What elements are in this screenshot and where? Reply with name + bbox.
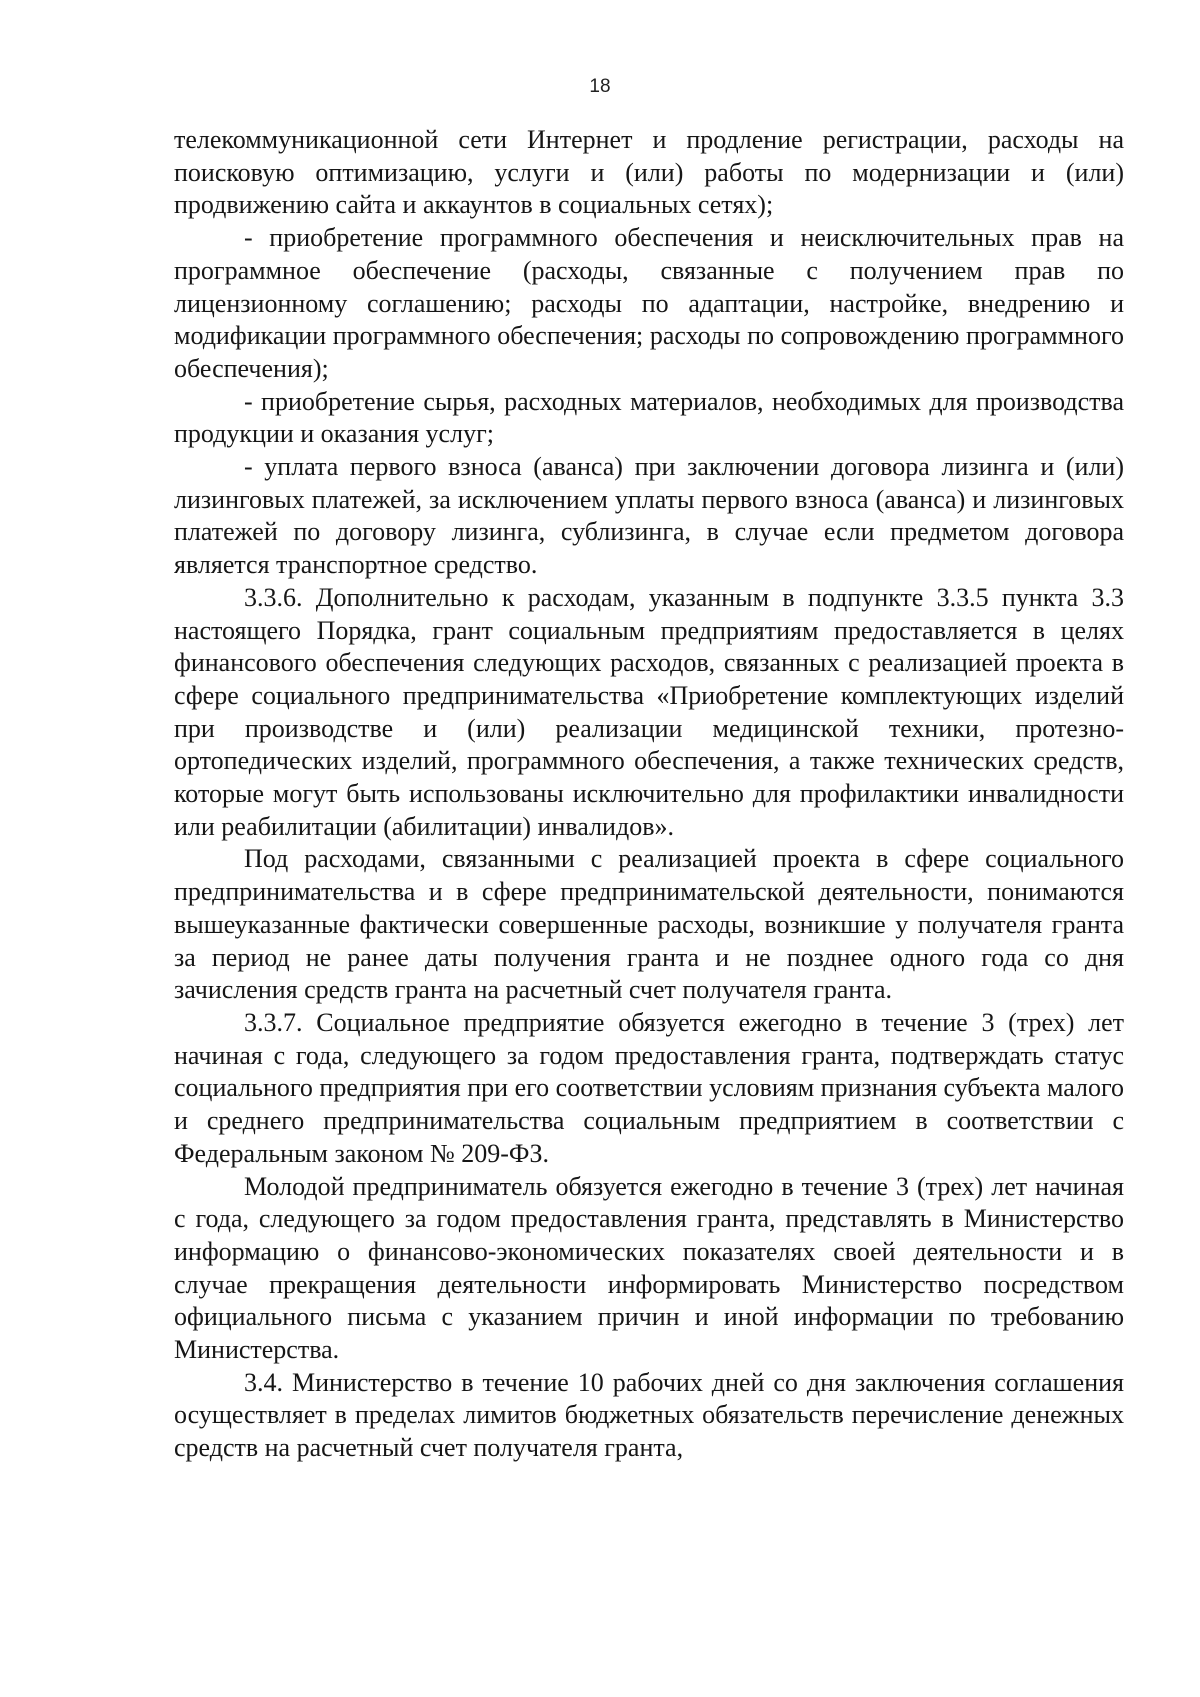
paragraph: Под расходами, связанными с реализацией проекта в сфере социального предпринимательства и в сфере предпринимательской деятельности, понимаются вышеуказанные фактически совершенные расходы, возникшие у получателя гранта за период не ранее даты получения гранта и не позднее одного года со дня зачисления средств гранта на расчетный счет получателя гранта.	[174, 844, 1124, 1005]
paragraph: Молодой предприниматель обязуется ежегодно в течение 3 (трех) лет начиная с года, следующего за годом предоставления гранта, представлять в Министерство информацию о финансово-экономических показателях своей деятельности и в случае прекращения деятельности информировать Министерство посредством официального письма с указанием причин и иной информации по требованию Министерства.	[174, 1171, 1124, 1365]
paragraph: - приобретение сырья, расходных материалов, необходимых для производства продукции и оказания услуг;	[174, 386, 1124, 449]
paragraph: телекоммуникационной сети Интернет и продление регистрации, расходы на поисковую оптимизацию, услуги и (или) работы по модернизации и (или) продвижению сайта и аккаунтов в социальных сетях);	[174, 125, 1124, 220]
paragraph: 3.3.6. Дополнительно к расходам, указанным в подпункте 3.3.5 пункта 3.3 настоящего Порядка, грант социальным предприятиям предоставляется в целях финансового обеспечения следующих расходов, связанных с реализацией проекта в сфере социального предпринимательства «Приобретение комплектующих изделий при производстве и (или) реализации медицинской техники, протезно-ортопедических изделий, программного обеспечения, а также технических средств, которые могут быть использованы исключительно для профилактики инвалидности или реабилитации (абилитации) инвалидов».	[174, 582, 1124, 841]
paragraph: - приобретение программного обеспечения и неисключительных прав на программное обеспечение (расходы, связанные с получением прав по лицензионному соглашению; расходы по адаптации, настройке, внедрению и модификации программного обеспечения; расходы по сопровождению программного обеспечения);	[174, 223, 1124, 383]
page-number: 18	[589, 76, 611, 97]
document-body	[174, 124, 1124, 1465]
paragraph: - уплата первого взноса (аванса) при заключении договора лизинга и (или) лизинговых платежей, за исключением уплаты первого взноса (аванса) и лизинговых платежей по договору лизинга, сублизинга, в случае если предметом договора является транспортное средство.	[174, 452, 1124, 580]
paragraph: 3.4. Министерство в течение 10 рабочих дней со дня заключения соглашения осуществляет в пределах лимитов бюджетных обязательств перечисление денежных средств на расчетный счет получателя гранта,	[174, 1367, 1124, 1463]
paragraph: 3.3.7. Социальное предприятие обязуется ежегодно в течение 3 (трех) лет начиная с года, следующего за годом предоставления гранта, подтверждать статус социального предприятия при его соответствии условиям признания субъекта малого и среднего предпринимательства социальным предприятием в соответствии с Федеральным законом № 209-ФЗ.	[174, 1007, 1124, 1168]
